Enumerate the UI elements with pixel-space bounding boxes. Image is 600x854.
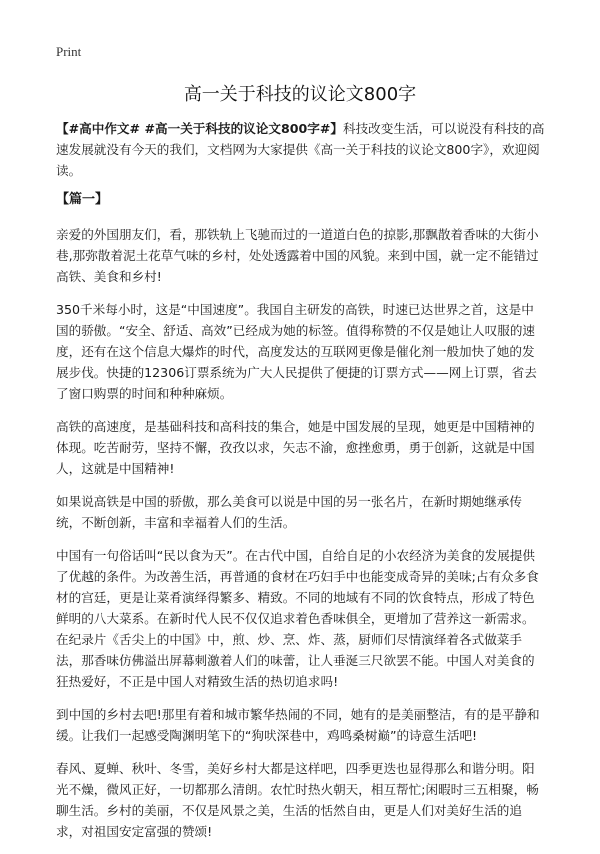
intro-text: 科技改变生活，可以说没有科技的高速发展就没有今天的我们，文档网为大家提供《高一关于科技的议论文800字》，欢迎阅读。: [56, 121, 545, 178]
paragraph-3: 高铁的高速度，是基础科技和高科技的集合，她是中国发展的呈现，她更是中国精神的体现。吃苦耐劳，坚持不懈，孜孜以求，矢志不渝，愈挫愈勇，勇于创新，这就是中国人，这就是中国精神!: [56, 419, 535, 476]
intro-tag: 【#高中作文# #高一关于科技的议论文800字#】: [56, 121, 343, 136]
print-label: Print: [56, 44, 82, 59]
paragraph-2: 350千米每小时，这是“中国速度”。我国自主研发的高铁，时速已达世界之首，这是中国的骄傲。“安全、舒适、高效”已经成为她的标签。值得称赞的不仅是她让人叹服的速度，还有在这个信息大爆炸的时代，高度发达的互联网更像是催化剂一般加快了她的发展步伐。快捷的12306订票系统为广大人民提供了便捷的订票方式——网上订票，省去了窗口购票的时间和种种麻烦。: [56, 302, 537, 401]
paragraph-4: 如果说高铁是中国的骄傲，那么美食可以说是中国的另一张名片，在新时期她继承传统，不断创新，丰富和幸福着人们的生活。: [56, 494, 522, 530]
section-heading: 【篇一】: [56, 192, 109, 207]
paragraph-6: 到中国的乡村去吧!那里有着和城市繁华热闹的不同，她有的是美丽整洁，有的是平静和缓。让我们一起感受陶渊明笔下的“狗吠深巷中，鸡鸣桑树巅”的诗意生活吧!: [56, 707, 540, 743]
paragraph-5: 中国有一句俗话叫“民以食为天”。在古代中国，自给自足的小农经济为美食的发展提供了优越的条件。为改善生活，再普通的食材在巧妇手中也能变成奇异的美味;占有众多食材的宫廷，更是让菜肴演绎得繁多、精致。不同的地域有不同的饮食特点，形成了特色鲜明的八大菜系。在新时代人民不仅仅追求着色香味俱全，更增加了营养这一新需求。在纪录片《舌尖上的中国》中，煎、炒、烹、炸、蒸，厨师们尽情演绎着各式做菜手法，那香味仿佛溢出屏幕刺激着人们的味蕾，让人垂涎三尺欲罢不能。中国人对美食的狂热爱好，不正是中国人对精致生活的热切追求吗!: [56, 548, 539, 689]
page-title: 高一关于科技的议论文800字: [183, 84, 417, 105]
intro-paragraph: [56, 118, 546, 181]
paragraph-1: 亲爱的外国朋友们，看，那铁轨上飞驰而过的一道道白色的掠影,那飘散着香味的大街小巷,那弥散着泥土花草气味的乡村，处处透露着中国的风貌。来到中国，就一定不能错过高铁、美食和乡村!: [56, 227, 539, 284]
article-body: [56, 118, 546, 854]
paragraph-7: 春风、夏蝉、秋叶、冬雪，美好乡村大都是这样吧，四季更迭也显得那么和谐分明。阳光不燥，微风正好，一切都那么清朗。农忙时热火朝天，相互帮忙;闲暇时三五相聚，畅聊生活。乡村的美丽，不仅是风景之美，生活的恬然自由，更是人们对美好生活的追求，对祖国安定富强的赞颂!: [56, 761, 539, 839]
